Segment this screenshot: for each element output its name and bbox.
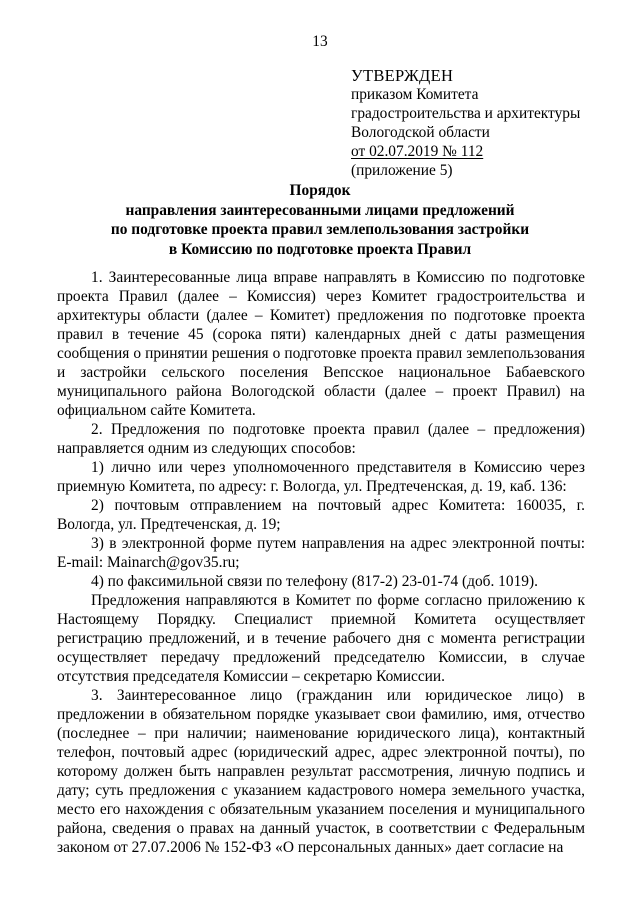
document-body <box>57 268 585 857</box>
page-number: 13 <box>312 33 328 50</box>
approval-region: Вологодской области <box>351 124 490 141</box>
paragraph-6: 4) по факсимильной связи по телефону (817-2) 23-01-74 (доб. 1019). <box>91 573 538 590</box>
paragraph-1: 1. Заинтересованные лица вправе направлять в Комиссию по подготовке проекта Правил (далее – Комиссия) через Комитет градостроительства и архитектуры области (далее – Комитет) предложения по подготовке проекта правил в течение 45 (сорока пяти) календарных дней с даты размещения сообщения о принятии решения о подготовке проекта правил землепользования и застройки сельского поселения Вепсское национальное Бабаевского муниципального района Вологодской области (далее – проект Правил) на официальном сайте Комитета. <box>57 269 585 419</box>
title-line-3: по подготовке проекта правил землепользования застройки <box>110 221 530 238</box>
approval-appendix: (приложение 5) <box>351 162 453 179</box>
paragraph-3: 1) лично или через уполномоченного представителя в Комиссию через приемную Комитета, по адресу: г. Вологда, ул. Предтеченская, д. 19, каб. 136: <box>57 459 585 495</box>
title-line-4: в Комиссию по подготовке проекта Правил <box>168 240 472 258</box>
document-title <box>60 181 580 259</box>
paragraph-7: Предложения направляются в Комитет по форме согласно приложению к Настоящему Порядку. Специалист приемной Комитета осуществляет регистрацию предложений, и в течение рабочего дня с момента регистрации осуществляет передачу предложений председателю Комиссии, в случае отсутствия председателя Комиссии – секретарю Комиссии. <box>57 592 585 685</box>
paragraph-2: 2. Предложения по подготовке проекта правил (далее – предложения) направляется одним из следующих способов: <box>57 421 585 457</box>
title-line-2: направления заинтересованными лицами предложений <box>125 201 515 219</box>
approval-order: приказом Комитета <box>351 86 479 103</box>
approval-committee: градостроительства и архитектуры <box>351 105 581 122</box>
approval-date-number: от 02.07.2019 № 112 <box>351 143 484 160</box>
approval-stamp <box>351 66 631 180</box>
paragraph-5: 3) в электронной форме путем направления на адрес электронной почты: E-mail: Mainarch@gov35.ru; <box>57 535 585 571</box>
paragraph-8: 3. Заинтересованное лицо (гражданин или юридическое лицо) в предложении в обязательном порядке указывает свои фамилию, имя, отчество (последнее – при наличии; наименование юридического лица), контактный телефон, почтовый адрес (юридический адрес, адрес электронной почты), по которому должен быть направлен результат рассмотрения, личную подпись и дату; суть предложения с указанием кадастрового номера земельного участка, место его нахождения с обязательным указанием поселения и муниципального района, сведения о правах на данный участок, в соответствии с Федеральным законом от 27.07.2006 № 152-ФЗ «О персональных данных» дает согласие на <box>57 687 585 856</box>
paragraph-4: 2) почтовым отправлением на почтовый адрес Комитета: 160035, г. Вологда, ул. Предтеченская, д. 19; <box>57 497 585 533</box>
approval-heading: УТВЕРЖДЕН <box>351 66 454 85</box>
title-line-1: Порядок <box>289 182 351 199</box>
